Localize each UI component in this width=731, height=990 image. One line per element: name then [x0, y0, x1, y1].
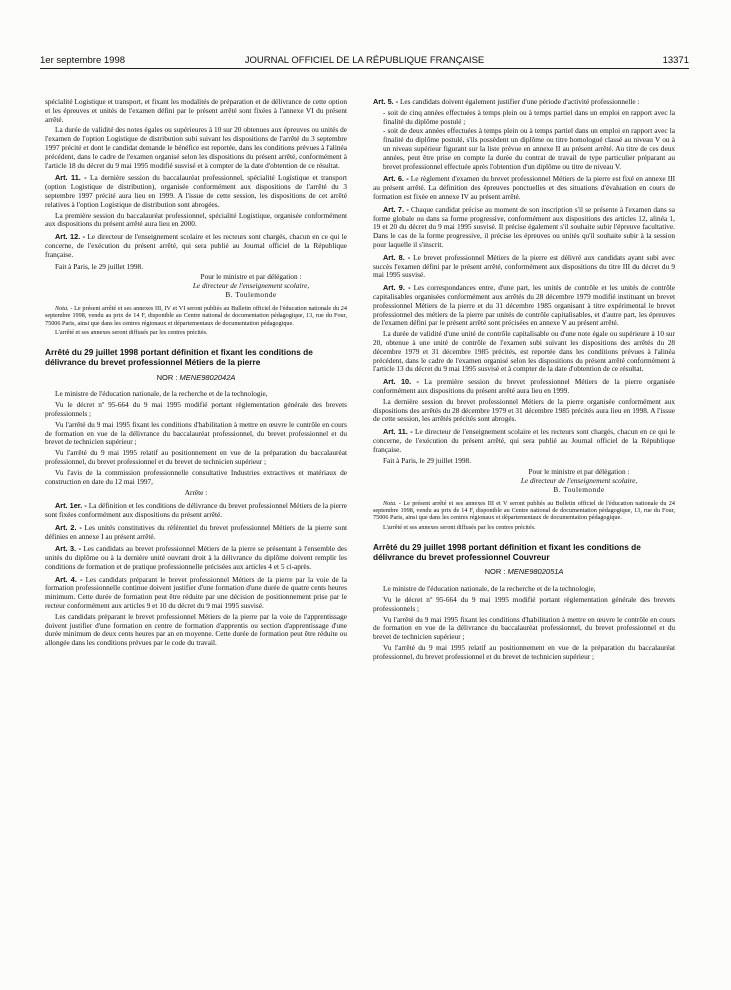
article-label: Art. 6. - — [383, 174, 409, 184]
header-rule — [40, 68, 689, 69]
article-label: Art. 11. - — [383, 427, 413, 437]
article-text: La définition et les conditions de délivrance du brevet professionnel Métiers de la pierre sont fixées conformément aux dispositions du présent arrêté. — [45, 501, 347, 519]
paragraph: spécialité Logistique et transport, et fixant les modalités de préparation et de délivrance de cette option et les épreuves et unités de l'examen défini par le présent arrêté sont fixées à l'annexe VI du présent arrêté. — [45, 97, 347, 124]
paragraph: La dernière session du brevet professionnel Métiers de la pierre organisée conformément aux dispositions des arrêtés du 28 décembre 1979 et 31 décembre 1985 précités aura lieu en 1998. A l'issue de cette session, les arrêtés précités sont abrogés. — [373, 396, 675, 424]
nor-code: MENE9802042A — [179, 372, 236, 382]
article-label: Art. 4. - — [55, 574, 83, 584]
article-text: Les unités constitutives du référentiel du brevet professionnel Métiers de la pierre sont définies en annexe I au présent arrêté. — [45, 522, 347, 541]
article-9 — [373, 284, 675, 328]
nor-reference — [45, 374, 347, 383]
article-text: Le règlement d'examen du brevet professionnel Métiers de la pierre est fixé en annexe III au présent arrêté. La définition des épreuves ponctuelles et des situations d'évaluation en cours de formation est fixée en annexe IV au présent arrêté. — [373, 174, 675, 201]
nor-code: MENE9802051A — [507, 567, 564, 577]
article-text: Les candidats préparant le brevet professionnel Métiers de la pierre par la voie de la formation professionnelle continue doivent justifier d'une formation d'une durée de quatre cents heures minimum. Cette durée de formation peut être réduite par une décision de positionnement prise par le recteur conformément aux articles 9 et 10 du décret du 9 mai 1995 susvisé. — [45, 574, 348, 611]
signature-role: Le directeur de l'enseignement scolaire, — [192, 281, 310, 291]
page-header — [40, 55, 689, 69]
paragraph: La durée de validité d'une unité de contrôle capitalisable ou d'une note égale ou supérieure à 10 sur 20, obtenue à une unité de contrôle de l'examen subi suivant les dispositions des arrêtés du 28 décembre 1979 et 31 décembre 1985 précités, est reportée dans les conditions prévues à l'alinéa précédent, dans le cadre de l'examen organisé selon les dispositions du présent arrêté conformément à l'article 13 du décret du 9 mai 1995 susvisé et à compter de la date d'obtention de ce résultat. — [373, 329, 675, 374]
nor-label: NOR : — [484, 567, 506, 577]
list-item: - soit de deux années effectuées à temps plein ou à temps partiel dans un emploi en rapport avec la finalité du diplôme postulé, s'ils possèdent un diplôme ou titre homologué classé au niveau V ou à un niveau supérieur figurant sur la liste prévue en annexe II au présent arrêté. Au titre de ces deux années, peut être prise en compte la durée du contrat de travail de type particulier préparant au brevet professionnel effectuée après l'obtention d'un diplôme ou titre de niveau V. — [383, 126, 675, 171]
nota-text: Le présent arrêté et ses annexes III, IV et VI seront publiés au Bulletin officiel de l'éducation nationale du 24 septembre 1998, vendu au prix de 14 F, disponible au Centre national de documentation pédagogique, 13, rue du Four, 75006 Paris, ainsi que dans les centres régionaux et départementaux de documentation pédagogique. — [45, 304, 347, 327]
arrete-title: Arrêté du 29 juillet 1998 portant définition et fixant les conditions de délivrance du brevet professionnel Métiers de la pierre — [45, 347, 313, 367]
right-column — [373, 98, 675, 664]
visa-paragraph: Le ministre de l'éducation nationale, de la recherche et de la technologie, — [383, 584, 596, 594]
article-text: Les candidats doivent également justifier d'une période d'activité professionnelle : — [399, 97, 640, 106]
visa-paragraph: Vu l'arrêté du 9 mai 1995 relatif au positionnement en vue de la préparation du baccalauréat professionnel, du brevet professionnel et du brevet de technicien supérieur ; — [373, 643, 675, 661]
nota — [373, 500, 675, 522]
nota-label: Nota. - — [55, 304, 73, 312]
nota-text-2: L'arrêté et ses annexes seront diffusés par les centres précités. — [55, 328, 208, 336]
article-label: Art. 9. - — [383, 283, 411, 293]
article-1 — [45, 502, 347, 520]
article-11 — [373, 428, 675, 454]
signature-role: Le directeur de l'enseignement scolaire, — [520, 476, 638, 486]
article-text: La première session du brevet professionnel Métiers de la pierre organisée conformément aux dispositions du présent arrêté aura lieu en 1999. — [373, 377, 675, 395]
visa-paragraph: Le ministre de l'éducation nationale, de la recherche et de la technologie, — [55, 389, 268, 399]
article-text: Le directeur de l'enseignement scolaire et les recteurs sont chargés, chacun en ce qui le concerne, de l'exécution du présent arrêté, qui sera publié au Journal officiel de la République française. — [373, 427, 675, 454]
article-8 — [373, 254, 675, 280]
nota — [45, 305, 347, 327]
date-line: Fait à Paris, le 29 juillet 1998. — [383, 456, 471, 466]
article-3 — [45, 545, 347, 571]
arrete-title: Arrêté du 29 juillet 1998 portant définition et fixant les conditions de délivrance du brevet professionnel Couvreur — [373, 542, 641, 562]
article-label: Art. 3. - — [55, 544, 82, 554]
article-text: La dernière session du baccalauréat professionnel, spécialité Logistique et transport (option Logistique de distribution), organisée conformément aux dispositions de l'arrêté du 3 septembre 1997 précité aura lieu en 1999. A l'issue de cette session, les dispositions de cet arrêté relatives à l'option Logistique de distribution sont abrogées. — [45, 173, 348, 209]
article-10 — [373, 378, 675, 396]
nota-text: Le présent arrêté et ses annexes III et V seront publiés au Bulletin officiel de l'éducation nationale du 24 septembre 1998, vendu au prix de 14 F, disponible au Centre national de documentation pédagogique, 13, rue du Four, 75006 Paris, ainsi que dans les centres régionaux et départementaux de documentation pédagogique. — [373, 499, 675, 522]
article-4 — [45, 576, 347, 611]
nor-reference — [373, 568, 675, 577]
article-11 — [45, 174, 347, 209]
signature-name: B. Toulemonde — [225, 289, 277, 299]
nota-label: Nota. - — [383, 499, 401, 507]
visa-paragraph: Vu le décret nº 95-664 du 9 mai 1995 modifié portant règlementation générale des brevets professionnels ; — [45, 400, 347, 418]
visa-paragraph: Vu l'arrêté du 9 mai 1995 fixant les conditions d'habilitation à mettre en œuvre le contrôle en cours de formation en vue de la délivrance du baccalauréat professionnel, du brevet professionnel et du brevet de technicien supérieur ; — [373, 614, 675, 642]
paragraph: Les candidats préparant le brevet professionnel Métiers de la pierre par la voie de l'apprentissage doivent justifier d'une formation en centre de formation d'apprentis ou section d'apprentissage d'une durée minimum de deux cents heures par an en moyenne. Cette durée de formation peut être réduite ou allongée dans les conditions prévues par le code du travail. — [45, 611, 347, 648]
article-text: Le brevet professionnel Métiers de la pierre est délivré aux candidats ayant subi avec succès l'examen défini par le présent arrêté, conformément aux dispositions du titre III du décret du 9 mai 1995 susvisé. — [373, 252, 676, 280]
left-column — [45, 98, 347, 650]
article-label: Art. 7. - — [383, 204, 409, 214]
nota-text-2: L'arrêté et ses annexes seront diffusés par les centres précités. — [383, 523, 536, 531]
article-text: Le directeur de l'enseignement scolaire et les recteurs sont chargés, chacun en ce qui le concerne, de l'exécution du présent arrêté, qui sera publié au Journal officiel de la République française. — [45, 232, 348, 259]
article-label: Art. 10. - — [383, 377, 419, 387]
list-item: - soit de cinq années effectuées à temps plein ou à temps partiel dans un emploi en rapport avec la finalité du diplôme postulé ; — [383, 107, 675, 126]
article-12 — [45, 233, 347, 259]
header-journal-title: JOURNAL OFFICIEL DE LA RÉPUBLIQUE FRANÇAISE — [244, 55, 485, 66]
signature-name: B. Toulemonde — [553, 484, 605, 494]
article-label: Art. 2. - — [55, 522, 82, 532]
article-label: Art. 8. - — [383, 252, 411, 262]
visa-paragraph: Vu le décret nº 95-664 du 9 mai 1995 modifié portant règlementation générale des brevets professionnels ; — [373, 595, 675, 613]
article-text: Les correspondances entre, d'une part, les unités de contrôle et les unités de contrôle capitalisables organisées conformément aux arrêtés du 28 décembre 1979 modifié instituant un brevet professionnel Métiers de la pierre et du 31 décembre 1985 organisant à titre expérimental le brevet professionnel des métiers de la pierre par unités de contrôle capitalisables, et d'autre part, les épreuves de l'examen défini par le présent arrêté sont précisées en annexe V au présent arrêté. — [373, 283, 676, 328]
header-page-number: 13371 — [662, 55, 689, 66]
article-2 — [45, 524, 347, 542]
article-label: Art. 12. - — [55, 232, 86, 242]
nor-label: NOR : — [156, 372, 178, 382]
header-date: 1er septembre 1998 — [40, 55, 126, 66]
article-text: Les candidats au brevet professionnel Métiers de la pierre se présentant à l'ensemble des unités du diplôme ou à la dernière unité ouvrant droit à la délivrance du diplôme doivent remplir les conditions de formation et de pratique professionnelle précisées aux articles 4 et 5 ci-après. — [45, 544, 347, 571]
article-label: Art. 1er. - — [55, 501, 87, 511]
paragraph: La première session du baccalauréat professionnel, spécialité Logistique, organisée conformément aux dispositions du présent arrêté aura lieu en 2000. — [45, 210, 347, 229]
article-label: Art. 11. - — [55, 173, 87, 183]
article-5 — [373, 98, 675, 107]
date-line: Fait à Paris, le 29 juillet 1998. — [55, 261, 143, 271]
visa-paragraph: Vu l'arrêté du 9 mai 1995 fixant les conditions d'habilitation à mettre en œuvre le contrôle en cours de formation en vue de la délivrance du baccalauréat professionnel, du brevet professionnel et du brevet de technicien supérieur ; — [45, 419, 347, 447]
signature-line: Pour le ministre et par délégation : — [528, 467, 630, 477]
article-text: Chaque candidat précise au moment de son inscription s'il se présente à l'examen dans sa forme globale ou dans sa forme progressive, conformément aux dispositions des articles 12, alinéa 1, 19 et 20 du décret du 9 mai 1995 susvisé. Il précise également s'il souhaite subir l'épreuve facultative. Dans le cas de la forme progressive, il précise les épreuves ou unités qu'il souhaite subir à la session pour laquelle il s'inscrit. — [373, 204, 675, 249]
arrete-word: Arrête : — [184, 488, 208, 498]
article-label: Art. 5. - — [373, 97, 399, 106]
visa-paragraph: Vu l'arrêté du 9 mai 1995 relatif au positionnement en vue de la préparation du baccalauréat professionnel, du brevet professionnel et du brevet de technicien supérieur ; — [45, 448, 347, 466]
article-6 — [373, 175, 675, 201]
paragraph: La durée de validité des notes égales ou supérieures à 10 sur 20 obtenues aux épreuves ou unités de l'examen de l'option Logistique de distribution subi suivant les dispositions de l'arrêté du 3 septembre 1997 précité et dont le candidat demande le bénéfice est reportée, dans les conditions prévues à l'alinéa précédent, dans le cadre de l'examen organisé selon les dispositions du présent arrêté, conformément à l'article 18 du décret du 9 mai 1995 modifié susvisé et à compter de la date d'obtention de ce résultat. — [45, 125, 347, 170]
article-7 — [373, 206, 675, 250]
visa-paragraph: Vu l'avis de la commission professionnelle consultative Industries extractives et matériaux de construction en date du 12 mai 1997, — [45, 467, 347, 486]
signature-line: Pour le ministre et par délégation : — [200, 272, 302, 282]
